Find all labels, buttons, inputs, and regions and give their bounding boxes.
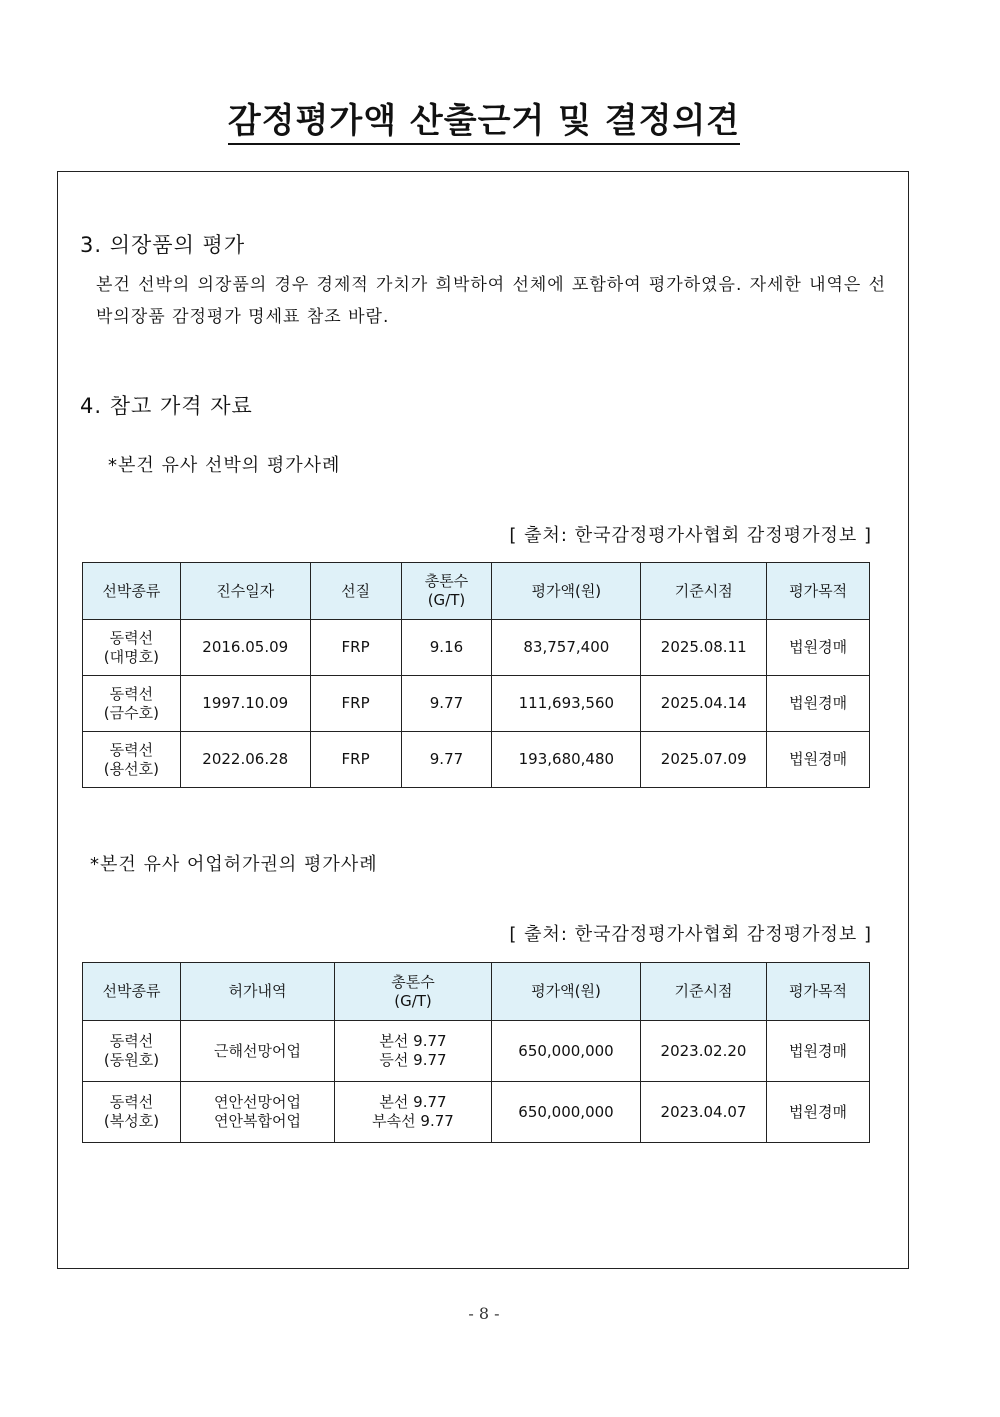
tonnage-line: 등선 9.77 [379, 1051, 447, 1069]
table-cell: FRP [310, 732, 401, 788]
vessel-name: (동원호) [103, 1051, 160, 1069]
header-cell: 기준시점 [641, 963, 767, 1021]
header-line: 총톤수 [424, 572, 469, 590]
table-row [83, 676, 870, 732]
tonnage-line: 본선 9.77 [379, 1032, 447, 1050]
header-cell: 허가내역 [181, 963, 335, 1021]
table-cell: FRP [310, 676, 401, 732]
table-cell: 법원경매 [767, 1021, 870, 1082]
table-cell: 9.77 [401, 676, 492, 732]
header-cell: 평가목적 [767, 963, 870, 1021]
table-row [83, 732, 870, 788]
license-cases-source: [ 출처: 한국감정평가사협회 감정평가정보 ] [509, 924, 872, 945]
vessel-type: 동력선 [109, 1032, 154, 1050]
table-cell: 83,757,400 [492, 620, 641, 676]
table-cell: 법원경매 [767, 732, 870, 788]
ship-cases-subheading: *본건 유사 선박의 평가사례 [108, 455, 341, 476]
header-line: (G/T) [394, 991, 432, 1010]
section-4-heading: 4. 참고 가격 자료 [80, 394, 253, 418]
table-cell [335, 1021, 492, 1082]
table-cell: 2023.02.20 [641, 1021, 767, 1082]
header-cell: 선질 [310, 563, 401, 620]
table-cell: 법원경매 [767, 676, 870, 732]
table-cell [83, 620, 181, 676]
table-cell: 193,680,480 [492, 732, 641, 788]
header-cell: 선박종류 [83, 563, 181, 620]
permit-line: 연안선망어업 [214, 1093, 301, 1111]
table-cell: 650,000,000 [492, 1082, 641, 1143]
table-row [83, 620, 870, 676]
tonnage-line: 부속선 9.77 [372, 1112, 454, 1130]
table-cell: 2025.08.11 [641, 620, 767, 676]
license-cases-table [82, 962, 870, 1143]
table-cell: 9.77 [401, 732, 492, 788]
header-cell: 선박종류 [83, 963, 181, 1021]
table-header-row [83, 563, 870, 620]
table-cell [83, 732, 181, 788]
page-number: - 8 - [468, 1304, 500, 1323]
table-cell [83, 1082, 181, 1143]
document-title: 감정평가액 산출근거 및 결정의견 [0, 93, 968, 142]
header-cell: 평가액(원) [492, 563, 641, 620]
permit-line: 연안복합어업 [214, 1112, 301, 1130]
header-cell [401, 563, 492, 620]
table-cell: 2025.04.14 [641, 676, 767, 732]
table-header-row [83, 963, 870, 1021]
ship-cases-table [82, 562, 870, 788]
header-cell [335, 963, 492, 1021]
table-cell: 2016.05.09 [180, 620, 310, 676]
table-cell [181, 1021, 335, 1082]
table-cell: 111,693,560 [492, 676, 641, 732]
table-cell: 2022.06.28 [180, 732, 310, 788]
vessel-name: (복성호) [103, 1112, 160, 1130]
vessel-name: (대명호) [103, 647, 159, 666]
header-cell: 평가목적 [767, 563, 870, 620]
table-cell [335, 1082, 492, 1143]
table-cell: 법원경매 [767, 620, 870, 676]
table-cell [181, 1082, 335, 1143]
table-cell [83, 1021, 181, 1082]
table-cell: 법원경매 [767, 1082, 870, 1143]
vessel-type: 동력선 [109, 628, 154, 647]
header-cell: 진수일자 [180, 563, 310, 620]
header-line: (G/T) [427, 591, 466, 609]
vessel-type: 동력선 [109, 684, 154, 703]
table-cell: 9.16 [401, 620, 492, 676]
permit-line: 근해선망어업 [214, 1041, 301, 1060]
vessel-name: (용선호) [103, 759, 159, 778]
section-3-body: 본건 선박의 의장품의 경우 경제적 가치가 희박하여 선체에 포함하여 평가하였음. 자세한 내역은 선박의장품 감정평가 명세표 참조 바람. [96, 275, 886, 327]
license-cases-subheading: *본건 유사 어업허가권의 평가사례 [90, 854, 378, 875]
table-cell: 2025.07.09 [641, 732, 767, 788]
vessel-name: (금수호) [103, 703, 159, 722]
vessel-type: 동력선 [109, 740, 154, 759]
table-cell: 2023.04.07 [641, 1082, 767, 1143]
vessel-type: 동력선 [109, 1093, 154, 1111]
table-cell: 650,000,000 [492, 1021, 641, 1082]
table-row [83, 1082, 870, 1143]
table-row [83, 1021, 870, 1082]
header-line: 총톤수 [391, 972, 435, 991]
table-cell [83, 676, 181, 732]
section-3-heading: 3. 의장품의 평가 [80, 233, 246, 257]
table-cell: FRP [310, 620, 401, 676]
ship-cases-source: [ 출처: 한국감정평가사협회 감정평가정보 ] [509, 525, 872, 546]
header-cell: 기준시점 [641, 563, 767, 620]
table-cell: 1997.10.09 [180, 676, 310, 732]
header-cell: 평가액(원) [492, 963, 641, 1021]
tonnage-line: 본선 9.77 [379, 1093, 447, 1111]
